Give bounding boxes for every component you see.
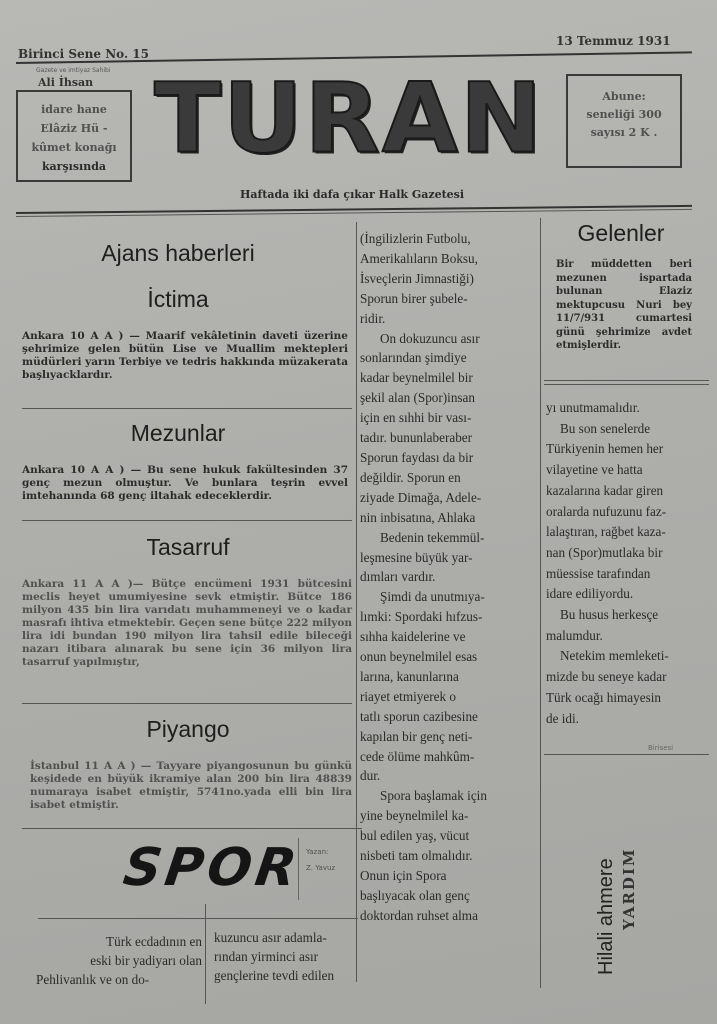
issue-number: Birinci Sene No. 15 [18,47,150,61]
subscription-line: seneliği 300 [586,108,662,121]
office-line: kûmet konağı [31,141,117,154]
text-line: müessise tarafından [546,565,651,581]
spor-column-divider [205,904,206,1004]
text-line: sonlarından şimdiye [360,350,467,366]
newspaper-subtitle: Haftada iki dafa çıkar Halk Gazetesi [240,188,465,201]
article-ictima: Ankara 10 A A ) — Maarif vekâletinin daveti üzerine şehrimize gelen bütün Lise ve Muallim mektepleri müdürleri yarın Terbiye ve tedris hakkında müzakerata başlıyacklardır. [22,330,348,381]
text-line: dur. [360,768,381,784]
text-line: Sporun birer şubele- [360,290,468,306]
owner-caption: Gazete ve imtiyaz Sahibi [36,67,111,74]
text-line: mizde bu seneye kadar [546,669,667,685]
text-line: tadır. bununlaberaber [360,430,473,446]
text-line: Bedenin tekemmül- [380,529,485,545]
text-line: malumdur. [546,627,603,643]
article-piyango: İstanbul 11 A A ) — Tayyare piyangosunun bu günkü keşidede en büyük ikramiye alan 200 bin lira 48839 numaraya isabet etmiştir, 5741no.yada elli bin lira isabet etmiştir. [30,760,352,811]
office-line: karşısında [41,160,107,173]
text-line: lalaştıran, rağbet kaza- [546,524,666,540]
section-title-ajans: Ajans haberleri [101,240,255,266]
text-line: (İngilizlerin Futbolu, [360,231,471,246]
text-line: yine beynelmilel ka- [360,808,469,824]
spor-bottom-column-2 [214,928,366,986]
subscription-line: sayısı 2 K . [590,126,658,139]
text-line: Türk ocağı himayesin [546,689,661,705]
text-line: riayet etmiyerek o [360,688,456,704]
text-line: kapılan bir genç neti- [360,728,473,744]
column-divider [540,218,541,988]
section-title-gelenler: Gelenler [577,220,665,246]
spor-line: kuzuncu asır adamla- [214,930,327,945]
article-mezunlar: Ankara 10 A A ) — Bu sene hukuk fakültesinden 37 genç mezun olmuştur. Ve bunlara teşrin evvel imtehanında 68 genç iltahak edeceklerdir. [22,464,348,502]
text-line: kazalarına kadar giren [546,482,664,498]
article-signature: Birisesi [648,744,674,752]
text-line: Türkiyenin hemen her [546,441,664,457]
spor-line: Türk ecdadının en [106,934,202,949]
article-divider [22,520,352,521]
text-line: için en sıhhi bir vası- [360,410,472,426]
spor-bottom-rule [38,918,358,919]
text-line: Onun için Spora [360,868,447,883]
middle-column-text [360,229,538,926]
right-divider [544,384,709,385]
text-line: doktordan ruhset alma [360,907,478,923]
text-line: dımları vardır. [360,569,436,585]
spor-line: rından yirminci asır [214,949,319,965]
headline-piyango: Piyango [146,716,230,742]
office-address-box [16,90,132,182]
text-line: Netekim memleketi- [560,648,669,664]
article-divider [22,828,362,829]
hilali-ahmere-title: Hilali ahmere [595,858,617,975]
text-line: şekil alan (Spor)insan [360,390,475,406]
text-line: On dokuzuncu asır [380,330,480,346]
text-line: kadar beynelmilel bir [360,370,473,386]
spor-logo: SPOR [119,838,305,898]
right-column-continuation [546,398,706,729]
text-line: de idi. [546,710,579,726]
spor-author-label: Yazan: [306,848,329,856]
spor-bottom-column-1 [36,932,202,990]
spor-line: Pehlivanlık ve on do- [36,972,150,988]
headline-mezunlar: Mezunlar [130,420,226,446]
article-gelenler: Bir müddetten beri mezunen ispartada bulunan Elaziz mektupcusu Nuri bey 11/7/931 cumartesi günü şehrimize avdet etmişlerdir. [556,259,692,351]
owner-name: Ali İhsan [38,76,94,89]
text-line: leşmesine büyük yar- [360,549,473,565]
newspaper-title: TURAN [154,63,544,175]
text-line: Sporun faydası da bir [360,449,474,465]
spor-banner [110,832,360,912]
text-line: ridir. [360,310,386,326]
text-line: İsveçlerin Jimnastiği) [360,270,474,286]
issue-date: 13 Temmuz 1931 [556,34,671,48]
text-line: lımki: Spordaki hıfzus- [360,609,483,625]
text-line: yı unutmamalıdır. [546,400,640,415]
text-line: onun beynelmilel esas [360,649,478,665]
office-line: Elâziz Hü - [40,122,108,135]
text-line: nan (Spor)mutlaka bir [546,544,663,560]
text-line: vilayetine ve hatta [546,462,643,478]
text-line: cede ölüme mahkûm- [360,748,475,764]
text-line: Spora başlamak için [380,788,487,804]
text-line: ziyade Dimağa, Adele- [360,489,482,505]
article-tasarruf: Ankara 11 A A )— Bütçe encümeni 1931 bütcesini meclis heyet umumiyesine sevk etmiştir. Bütce 186 milyon 435 bin lira varıdatı muhammeneyi ve o kadar masrafı ihtiva etmektebir. Geçen sene bütçe 222 milyon lira idi bundan 190 milyon lira tahsil edile bileceği nazarı itibara alınarak bu sene için 36 milyon lira tasarruf yapılmıştır, [22,578,352,668]
text-line: larına, kanunlarına [360,668,459,684]
right-divider [544,754,709,755]
text-line: nin inbisatına, Ahlaka [360,509,476,525]
text-line: idare ediliyordu. [546,586,634,602]
text-line: Bu son senelerde [560,420,651,436]
text-line: nisbeti tam olmalıdır. [360,848,473,864]
article-divider [22,703,352,704]
text-line: tatlı sporun cazibesine [360,708,478,724]
subscription-line: Abune: [602,90,646,103]
text-line: oralarda nufuzunu faz- [546,503,667,519]
spor-line: eski bir yadiyarı olan [90,953,202,969]
text-line: Bu husus herkesçe [560,607,659,623]
headline-tasarruf: Tasarruf [146,534,230,560]
office-line: idare hane [41,103,107,116]
spor-author-name: Z. Yavuz [306,864,336,872]
article-divider [22,408,352,409]
hilali-ahmere-subtitle: YARDIM [620,847,638,930]
right-divider [544,380,709,381]
text-line: değildir. Sporun en [360,469,461,485]
text-line: bul edilen yaş, vücut [360,828,470,844]
text-line: Şimdi da unutmıya- [380,589,485,605]
text-line: Amerikalıların Boksu, [360,250,478,266]
subscription-box [566,74,682,168]
spor-line: gençlerine tevdi edilen [214,968,335,984]
text-line: başlıyacak olan genç [360,887,470,903]
text-line: sıhha kaidelerine ve [360,629,466,645]
headline-ictima: İctima [147,286,209,312]
